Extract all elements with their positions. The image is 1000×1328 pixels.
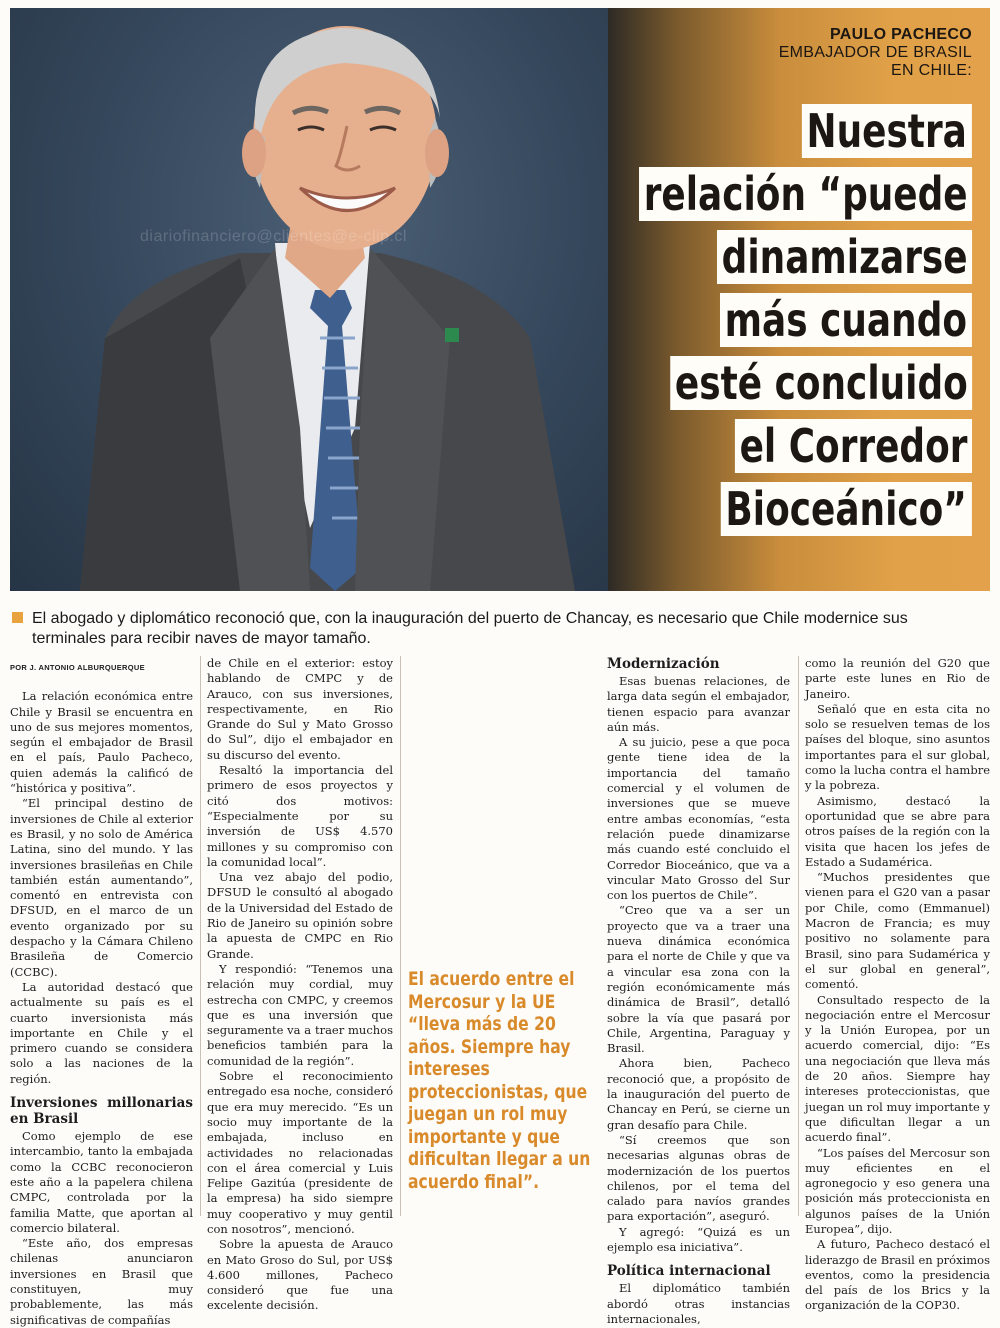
headline-line: el Corredor [735,419,972,473]
paragraph: A su juicio, pese a que poca gente tiene idea de la importancia del tamaño comercial y el volumen de inversiones que se mueve entre ambas economías, “esta relación puede dinamizarse más cuando esté concluido el Corredor Bioceánico, que va a vincular Mato Grosso del Sur con los puertos de Chile”. [607,735,790,903]
article-column-1 [10,660,193,1328]
paragraph: El diplomático también abordó otras instancias internacionales, [607,1281,790,1326]
byline [632,26,972,80]
byline-name: PAULO PACHECO [830,26,972,43]
paragraph: “Los países del Mercosur son muy eficientes en el agronegocio y eso genera una posición más proteccionista en algunos países de la Unión Europea”, dijo. [805,1145,990,1236]
paragraph: Sobre la apuesta de Arauco en Mato Groso do Sul, por US$ 4.600 millones, Pacheco consideró que fue una excelente decisión. [207,1237,393,1313]
byline-role-line-2: EN CHILE: [891,62,972,79]
paragraph: Ahora bien, Pacheco reconoció que, a propósito de la inauguración del puerto de Chancay en Perú, se cierne un gran desafío para Chile. [607,1056,790,1132]
paragraph: La relación económica entre Chile y Brasil se encuentra en uno de sus mejores momentos, según el embajador de Brasil en el país, Paulo Pacheco, quien además la calificó de “histórica y positiva”. [10,689,193,796]
headline-line: esté concluido [670,356,972,410]
subheading: Inversiones millonarias en Brasil [10,1095,193,1128]
headline [602,104,972,545]
subheading: Modernización [607,656,720,672]
paragraph: Una vez abajo del podio, DFSUD le consultó al abogado de la Universidad del Estado de Rio de Janeiro su opinión sobre la apuesta de CMPC en Rio Grande. [207,870,393,961]
bullet-square-icon [12,612,23,623]
paragraph: de Chile en el exterior: estoy hablando de CMPC y de Arauco, con sus inversiones, respectivamente, en Rio Grande do Sul y Mato Grosso do Sul”, dijo el embajador en su discurso del evento. [207,656,393,762]
column-divider [400,656,401,1216]
paragraph: Asimismo, destacó la oportunidad que se abre para otros países de la región con la visita que hacen los jefes de Estado a Sudamérica. [805,793,990,869]
paragraph: Como ejemplo de ese intercambio, tanto la embajada como la CCBC reconocieron este año a la papelera chilena CMPC, controlada por la familia Matte, que aportan al comercio bilateral. [10,1129,193,1235]
paragraph: La autoridad destacó que actualmente su país es el cuarto inversionista más importante en Chile y el primero cuando se considera solo a las naciones de la región. [10,979,193,1086]
portrait-illustration [10,8,608,591]
summary-deck [12,609,972,649]
paragraph: Esas buenas relaciones, de larga data según el embajador, tienen espacio para avanzar aún más. [607,674,790,734]
paragraph: Y agregó: “Quizá es un ejemplo esa iniciativa”. [607,1224,790,1254]
paragraph: Sobre el reconocimiento entregado esa noche, consideró que era muy merecido. “Es un socio muy importante de la embajada, incluso en actividades no relacionadas con el área comercial y Luis Felipe Gazitúa (presidente de la empresa) ha sido siempre muy cooperativo y muy gentil con nosotros”, mencionó. [207,1069,393,1236]
column-divider [200,656,201,1216]
paragraph: como la reunión del G20 que parte este lunes en Rio de Janeiro. [805,656,990,701]
pull-quote [408,968,594,1193]
author-credit: POR J. ANTONIO ALBURQUERQUE [10,663,145,672]
paragraph: Y respondió: “Tenemos una relación muy cordial, muy estrecha con CMPC, y creemos que es una inversión que seguramente va a traer muchos beneficios también para la comunidad de la región”. [207,961,393,1068]
headline-line: Bioceánico” [721,482,972,536]
paragraph: “Creo que va a ser un proyecto que va a traer una nueva dinámica económica para el norte de Chile y que va a vincular esa zona con la región económicamente más dinámica de Brasil”, detalló sobre la vía que pasará por Chile, Argentina, Paraguay y Brasil. [607,903,790,1056]
article-column-4 [805,656,990,1314]
paragraph: Consultado respecto de la negociación entre el Mercosur y la Unión Europea, por un acuerdo comercial, dijo: “Es una negociación que lleva más de 20 años. Siempre hay intereses proteccionistas, que juegan un rol muy importante y que dificultan llegar a un acuerdo final”. [805,992,990,1145]
paragraph: A futuro, Pacheco destacó el liderazgo de Brasil en próximos eventos, como la presidencia del país de los Brics y la organización de la COP30. [805,1237,990,1313]
headline-line: dinamizarse [717,230,972,284]
ambassador-photo [10,8,608,591]
column-divider [798,656,799,1216]
article-column-3 [607,656,790,1327]
paragraph: Resaltó la importancia del primero de esos proyectos y citó dos motivos: “Especialmente por su inversión de US$ 4.570 millones y su compromiso con la comunidad local”. [207,763,393,869]
hero [10,8,990,591]
subheading: Política internacional [607,1263,771,1280]
watermark-text: diariofinanciero@clientes@e-clip.cl [140,228,407,245]
paragraph: “El principal destino de inversiones de Chile al exterior es Brasil, y no solo de América Latina, sino del mundo. Y las inversiones brasileñas en Chile también están aumentando”, comentó en entrevista con DFSUD, en el marco de un evento organizado por su despacho y la Cámara Chileno Brasileña de Comercio (CCBC). [10,796,193,979]
headline-line: relación “puede [639,167,972,221]
headline-line: Nuestra [802,104,972,158]
summary-text: El abogado y diplomático reconoció que, con la inauguración del puerto de Chancay, es necesario que Chile modernice sus terminales para recibir naves de mayor tamaño. [32,610,908,647]
paragraph: “Muchos presidentes que vienen para el G20 van a pasar por Chile, como (Emmanuel) Macron de Francia; es muy positivo no solamente para Brasil, sino para Sudamérica y el sur global en general”, comentó. [805,870,990,992]
paragraph: “Sí creemos que son necesarias algunas obras de modernización de los puertos chilenos, por el tema del calado para navíos grandes para exportación”, aseguró. [607,1132,790,1224]
byline-role-line-1: EMBAJADOR DE BRASIL [778,44,972,61]
pull-quote-text: El acuerdo entre el Mercosur y la UE “lleva más de 20 años. Siempre hay intereses proteccionistas, que juegan un rol muy importante y que dificultan llegar a un acuerdo final”. [408,968,591,1193]
headline-line: más cuando [720,293,972,347]
paragraph: “Este año, dos empresas chilenas anunciaron inversiones en Brasil que constituyen, muy probablemente, las más significativas de compañías [10,1236,193,1327]
title-panel [608,8,990,591]
article-column-2 [207,656,393,1314]
paragraph: Señaló que en esta cita no solo se resuelven temas de los países del bloque, sino asuntos importantes para el sur global, como la lucha contra el hambre y la pobreza. [805,701,990,793]
